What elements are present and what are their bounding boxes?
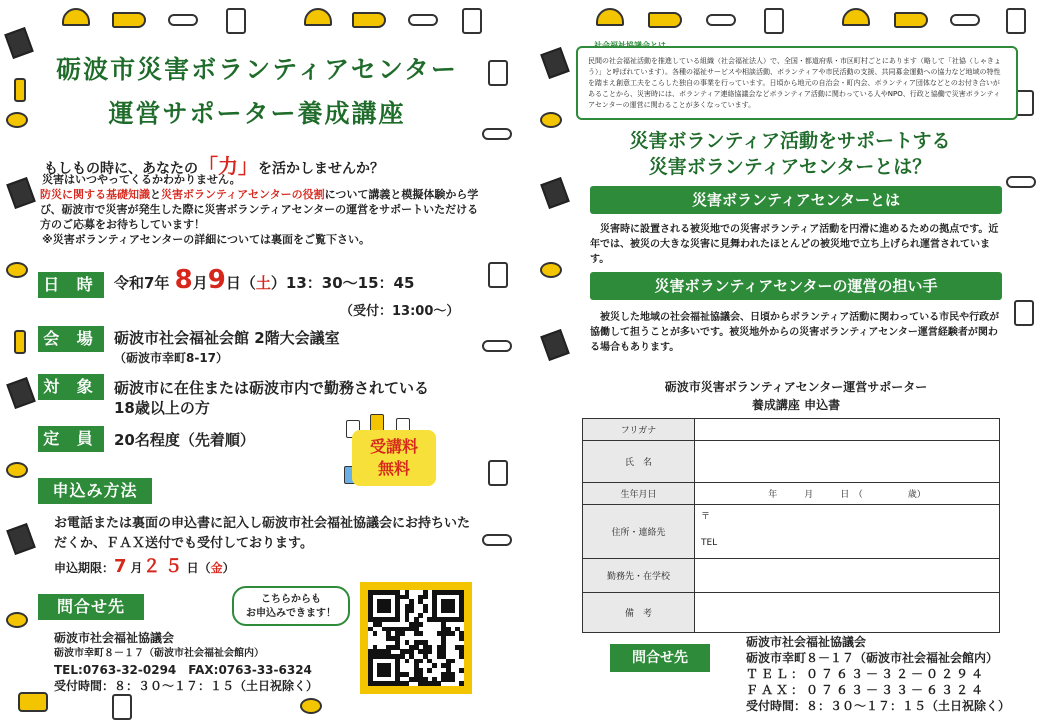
address-field[interactable] bbox=[695, 505, 1000, 559]
back-page bbox=[520, 0, 1040, 720]
bag-icon bbox=[226, 8, 246, 34]
furigana-field[interactable] bbox=[695, 419, 1000, 441]
whistle-icon bbox=[168, 14, 198, 26]
whistle-icon bbox=[482, 534, 512, 546]
can-icon bbox=[540, 262, 562, 278]
intro-line-1: 災害はいつやってくるかわかりません。 bbox=[42, 173, 241, 186]
venue-address: （砺波市幸町8-17） bbox=[114, 351, 229, 365]
title-line-1: 砺波市災害ボランティアセンター bbox=[56, 55, 458, 84]
date-weekday: 土 bbox=[255, 274, 271, 292]
callout-line-2: お申込みできます！ bbox=[246, 608, 336, 619]
book-icon bbox=[540, 47, 570, 79]
headline-line-2: 災害ボランティアセンターとは？ bbox=[648, 156, 932, 178]
target-label: 対 象 bbox=[38, 374, 104, 400]
bag-icon bbox=[462, 8, 482, 34]
bag-icon bbox=[1006, 8, 1026, 34]
qr-module bbox=[418, 631, 423, 636]
name-field[interactable] bbox=[695, 441, 1000, 483]
flashlight-icon bbox=[112, 12, 146, 28]
whistle-icon bbox=[1006, 176, 1036, 188]
radio-icon bbox=[18, 692, 48, 712]
can-icon bbox=[6, 112, 28, 128]
book-icon bbox=[6, 377, 36, 409]
flashlight-icon bbox=[894, 12, 928, 28]
qr-module bbox=[432, 663, 437, 668]
section-text-who: 被災した地域の社会福祉協議会、日頃からボランティア活動に関わっている市民や行政が協働して担うことが多いです。被災地外からの災害ボランティアセンター運営経験者が関わる場合もあります。 bbox=[590, 312, 1000, 353]
lead-prefix: もしもの時に、あなたの bbox=[44, 161, 198, 177]
intro-paragraph bbox=[40, 172, 480, 247]
form-title-line-2: 養成講座 申込書 bbox=[751, 398, 841, 412]
method-text: お電話または裏面の申込書に記入し砺波市社会福祉協議会にお持ちいただくか、ＦＡＸ送付でも受付しております。 bbox=[54, 516, 471, 551]
intro-highlight-2: 災害ボランティアセンターの役割 bbox=[161, 188, 325, 201]
contact-tel-fax[interactable]: TEL:0763-32-0294 FAX:0763-33-6324 bbox=[54, 663, 312, 677]
qr-module bbox=[386, 672, 391, 677]
qr-module bbox=[405, 659, 410, 664]
birth-field[interactable]: 年 月 日 （ 歳） bbox=[695, 483, 1000, 505]
intro-highlight-1: 防災に関する基礎知識 bbox=[40, 188, 150, 201]
qr-module bbox=[418, 659, 423, 664]
qr-module bbox=[427, 668, 432, 673]
intro-conjunction: と bbox=[150, 188, 161, 201]
headline-line-1: 災害ボランティア活動をサポートする bbox=[629, 130, 951, 152]
back-contact-org: 砺波市社会福祉協議会 bbox=[746, 635, 867, 649]
postal-mark: 〒 bbox=[701, 512, 711, 522]
contact-info bbox=[54, 630, 318, 694]
date-month-unit: 月 bbox=[192, 274, 208, 292]
qr-module bbox=[409, 608, 414, 613]
free-line-1: 受講料 bbox=[369, 437, 418, 456]
callout-line-1: こちらからも bbox=[261, 594, 321, 605]
lead-emphasis: 「力」 bbox=[198, 154, 258, 178]
flashlight-icon bbox=[648, 12, 682, 28]
qr-module bbox=[459, 636, 464, 641]
date-value bbox=[114, 265, 415, 295]
application-form bbox=[582, 418, 1000, 633]
qr-module bbox=[450, 677, 455, 682]
back-contact-info bbox=[746, 634, 1010, 714]
form-label-remarks: 備 考 bbox=[583, 593, 695, 633]
about-box: 民間の社会福祉活動を推進している組織（社会福祉法人）で、全国・都道府県・市区町村ごとにあります（略して「社協（しゃきょう）」と呼ばれています）。各種の福祉サービスや相談活動、ボランティアや市民活動の支援、共同募金運動への協力など地域の特性を踏まえ創意工夫をこらした独自の事業を行っています。日頃から地元の自治会・町内会、ボランティア団体などとのお付き合いがあることから、災害時には、ボランティア連絡協議会などボランティア活動に関わっている人やNPO、行政と協働で災害ボランティアセンターの運営に関わることが多くなっています。 bbox=[576, 46, 1018, 120]
qr-module bbox=[459, 617, 464, 622]
qr-module bbox=[459, 681, 464, 686]
bag-icon bbox=[488, 262, 508, 288]
helmet-icon bbox=[596, 8, 624, 26]
qr-module bbox=[459, 654, 464, 659]
back-contact-label: 問合せ先 bbox=[610, 644, 710, 672]
qr-module bbox=[418, 622, 423, 627]
helmet-icon bbox=[304, 8, 332, 26]
form-title bbox=[590, 378, 1002, 414]
qr-module bbox=[459, 668, 464, 673]
form-label-address: 住所・連絡先 bbox=[583, 505, 695, 559]
capacity-value: 20名程度（先着順） bbox=[114, 431, 255, 449]
book-icon bbox=[540, 329, 570, 361]
bag-icon bbox=[1014, 300, 1034, 326]
whistle-icon bbox=[482, 340, 512, 352]
can-icon bbox=[6, 612, 28, 628]
qr-module bbox=[423, 595, 428, 600]
qr-module bbox=[450, 608, 455, 613]
flashlight-icon bbox=[352, 12, 386, 28]
lead-suffix: を活かしませんか？ bbox=[258, 161, 384, 177]
deadline-weekday: 金 bbox=[210, 561, 223, 575]
qr-module bbox=[450, 659, 455, 664]
date-month: 8 bbox=[174, 265, 193, 295]
section-bar-who: 災害ボランティアセンターの運営の担い手 bbox=[590, 272, 1002, 300]
can-icon bbox=[6, 262, 28, 278]
intro-note: ※災害ボランティアセンターの詳細については裏面をご覧下さい。 bbox=[42, 233, 371, 246]
intro-body: について講義と模擬体験から学び、砺波市で災害が発生した際に災害ボランティアセンターの運営をサポートいただける方のご応募をお待ちしています！ bbox=[40, 188, 479, 231]
battery-icon bbox=[14, 330, 26, 354]
date-era: 令和7年 bbox=[114, 274, 170, 292]
qr-code-frame[interactable] bbox=[360, 582, 472, 694]
page-title bbox=[32, 48, 482, 136]
work-field[interactable] bbox=[695, 559, 1000, 593]
bag-icon bbox=[488, 460, 508, 486]
qr-module bbox=[450, 631, 455, 636]
deadline bbox=[54, 552, 235, 578]
qr-callout bbox=[232, 586, 350, 626]
venue-label: 会 場 bbox=[38, 326, 104, 352]
bag-icon bbox=[112, 694, 132, 720]
date-day: 9 bbox=[207, 265, 226, 295]
whistle-icon bbox=[950, 14, 980, 26]
tel-mark: TEL bbox=[701, 538, 718, 548]
back-headline bbox=[580, 128, 1000, 180]
battery-icon bbox=[14, 78, 26, 102]
section-text-what: 災害時に設置される被災地での災害ボランティア活動を円滑に進めるための拠点です。近年では、被災の大きな災害に見舞われたほとんどの被災地で立ち上げられ運営されています。 bbox=[590, 224, 999, 265]
contact-org: 砺波市社会福祉協議会 bbox=[54, 631, 175, 645]
section-bar-what: 災害ボランティアセンターとは bbox=[590, 186, 1002, 214]
deadline-prefix: 申込期限： bbox=[54, 561, 115, 575]
target-line-1: 砺波市に在住または砺波市内で勤務されている bbox=[114, 379, 430, 397]
deadline-close: ） bbox=[222, 561, 235, 575]
can-icon bbox=[300, 698, 322, 714]
form-label-furigana: フリガナ bbox=[583, 419, 695, 441]
free-badge bbox=[352, 430, 436, 486]
book-icon bbox=[4, 27, 34, 59]
capacity-label: 定 員 bbox=[38, 426, 104, 452]
method-label: 申込み方法 bbox=[38, 478, 152, 504]
qr-module bbox=[427, 649, 432, 654]
qr-module bbox=[437, 681, 442, 686]
venue-name: 砺波市社会福祉会館 2階大会議室 bbox=[114, 329, 340, 347]
venue-value bbox=[114, 328, 340, 368]
helmet-icon bbox=[842, 8, 870, 26]
qr-code[interactable] bbox=[368, 590, 464, 686]
book-icon bbox=[6, 523, 36, 555]
receipt-time: （受付：13:00～） bbox=[340, 304, 460, 319]
target-line-2: 18歳以上の方 bbox=[114, 399, 210, 417]
free-line-2: 無料 bbox=[377, 459, 410, 478]
qr-module bbox=[395, 617, 400, 622]
back-contact-address: 砺波市幸町８－１７（砺波市社会福祉会館内） bbox=[746, 651, 999, 665]
date-time: ）13：30～15：45 bbox=[270, 274, 415, 292]
qr-module bbox=[418, 613, 423, 618]
deadline-month-unit: 月 bbox=[130, 561, 143, 575]
date-day-unit: 日（ bbox=[225, 274, 256, 292]
deadline-day: ２５ bbox=[142, 556, 187, 577]
book-icon bbox=[6, 177, 36, 209]
deadline-day-unit: 日（ bbox=[186, 561, 211, 575]
qr-module bbox=[400, 631, 405, 636]
form-label-birth: 生年月日 bbox=[583, 483, 695, 505]
form-label-work: 勤務先・在学校 bbox=[583, 559, 695, 593]
whistle-icon bbox=[706, 14, 736, 26]
qr-module bbox=[423, 608, 428, 613]
qr-module bbox=[405, 681, 410, 686]
form-label-name: 氏 名 bbox=[583, 441, 695, 483]
deadline-month: 7 bbox=[114, 556, 131, 577]
date-label: 日 時 bbox=[38, 272, 104, 298]
form-title-line-1: 砺波市災害ボランティアセンター運営サポーター bbox=[664, 380, 928, 394]
contact-hours: 受付時間：８：３０～１７：１５（土日祝除く） bbox=[54, 679, 319, 693]
bag-icon bbox=[488, 60, 508, 86]
helmet-icon bbox=[62, 8, 90, 26]
title-line-2: 運営サポーター養成講座 bbox=[108, 99, 406, 128]
back-contact-tel[interactable]: ＴＥＬ：０７６３－３２－０２９４ bbox=[746, 667, 987, 681]
back-contact-fax: ＦＡＸ：０７６３－３３－６３２４ bbox=[746, 683, 987, 697]
contact-address: 砺波市幸町８－１７（砺波市社会福祉会館内） bbox=[54, 648, 264, 659]
qr-module bbox=[386, 608, 391, 613]
remarks-field[interactable] bbox=[695, 593, 1000, 633]
bag-icon bbox=[764, 8, 784, 34]
whistle-icon bbox=[408, 14, 438, 26]
contact-label: 問合せ先 bbox=[38, 594, 144, 620]
book-icon bbox=[540, 177, 570, 209]
can-icon bbox=[6, 462, 28, 478]
can-icon bbox=[540, 112, 562, 128]
whistle-icon bbox=[482, 128, 512, 140]
qr-module bbox=[373, 631, 378, 636]
back-contact-hours: 受付時間：８：３０～１７：１５（土日祝除く） bbox=[746, 699, 1011, 713]
